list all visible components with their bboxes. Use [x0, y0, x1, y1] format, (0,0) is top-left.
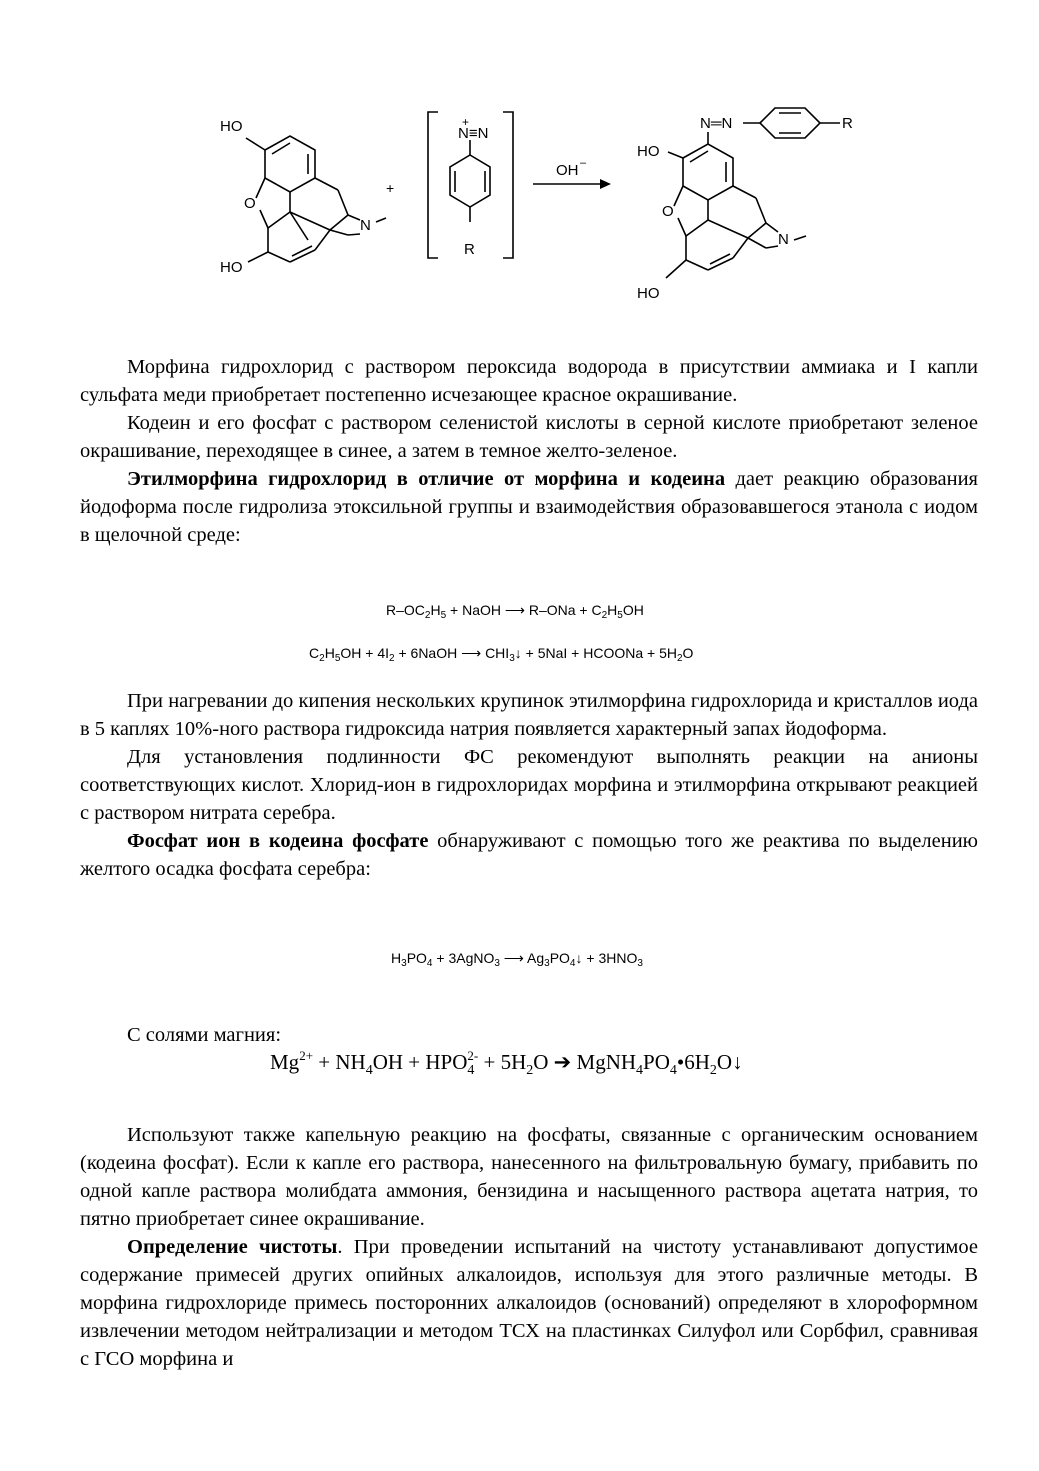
plus-sign: + — [386, 180, 395, 196]
product-n-atom-label: N — [778, 231, 789, 248]
paragraph-morphine-test: Морфина гидрохлорид с раствором пероксида водорода в присутствии аммиака и I капли сульфата меди приобретает постепенно исчезающее красное окрашивание. — [80, 356, 978, 406]
paragraph-magnesium: С солями магния: — [127, 1024, 282, 1046]
phosphate-heading: Фосфат ион в кодеина фосфате — [127, 830, 429, 852]
product-ho-bottom-label: HO — [637, 285, 660, 302]
arrow-label: OH — [556, 162, 579, 179]
text-block-4 — [80, 1121, 978, 1373]
text-block-2 — [80, 687, 978, 883]
reaction-scheme — [200, 100, 900, 310]
paragraph-drop-reaction: Используют также капельную реакцию на фосфаты, связанные с органическим основанием (кодеина фосфат). Если к капле его раствора, нанесенного на фильтровальную бумагу, прибавить по одной капле раствора молибдата аммония, бензидина и насыщенного раствора ацетата натрия, то пятно приобретает синее окрашивание. — [80, 1124, 978, 1230]
equation-silver-phosphate: $H_3PO_4$ + 3AgNO$_3$ ⟶ $Ag_3PO_4↓ + 3HNO_3$ — [391, 950, 643, 969]
paragraph-ethylmorphine — [80, 465, 978, 549]
azo-group-label: N═N — [700, 115, 733, 132]
ho-top-label: HO — [220, 118, 243, 135]
ethylmorphine-heading: Этилморфина гидрохлорид в отличие от морфина и кодеина — [127, 468, 726, 490]
product-r-label: R — [842, 115, 853, 132]
text-block-3 — [80, 1021, 978, 1049]
purity-text: . При проведении испытаний на чистоту устанавливают допустимое содержание примесей других опийных алкалоидов, используя для этого различные методы. В морфина гидрохлориде примесь посторонних алкалоидов (оснований) определяют в хлороформном извлечении методом нейтрализации и методом ТСХ на пластинках Силуфол или Сорбфил, сравнивая с ГСО морфина и — [80, 1236, 978, 1370]
purity-heading: Определение чистоты — [127, 1236, 338, 1258]
paragraph-phosphate — [80, 827, 978, 883]
azo-coupling-scheme — [200, 100, 900, 310]
n-plus-charge: + — [462, 115, 470, 129]
phosphate-text: обнаруживают с помощью того же реактива по выделению желтого осадка фосфата серебра: — [80, 830, 978, 880]
equation-iodoform: $C_2H_5OH + 4I_2$ + 6NaOH ⟶ $CHI_3↓ + 5NaI$ + HCOONa + $5H_2O$ — [309, 645, 694, 664]
paragraph-codeine-test: Кодеин и его фосфат с раствором селенистой кислоты в серной кислоте приобретают зеленое окрашивание, переходящее в синее, а затем в темное желто-зеленое. — [80, 412, 978, 462]
arrow-label-charge: – — [580, 157, 587, 169]
product-structure — [666, 108, 840, 278]
equation-magnesium: $Mg^{2+} + NH_4OH + HPO_4^{2-} + 5H_2O$ ➔ $MgNH_4PO_4•6H_2O↓$ — [270, 1048, 743, 1078]
equation-hydrolysis: $R-OC_2H_5$ + NaOH ⟶ $R-ONa + C_2H_5OH$ — [386, 602, 644, 621]
paragraph-iodoform-test: При нагревании до кипения нескольких крупинок этилморфина гидрохлорида и кристаллов иода в 5 каплях 10%-ного раствора гидроксида натрия появляется характерный запах йодоформа. — [80, 690, 978, 740]
diazonium-r-label: R — [464, 241, 475, 258]
ho-bottom-label: HO — [220, 259, 243, 276]
reaction-arrow — [533, 179, 611, 189]
paragraph-anion-tests: Для установления подлинности ФС рекомендуют выполнять реакции на анионы соответствующих кислот. Хлорид-ион в гидрохлоридах морфина и этилморфина открывают реакцией с раствором нитрата серебра. — [80, 746, 978, 824]
n-atom-label: N — [360, 217, 371, 234]
paragraph-purity — [80, 1233, 978, 1373]
morphine-structure — [246, 136, 386, 262]
o-ring-label: O — [244, 195, 256, 212]
diazonium-group-label: N≡N — [458, 125, 489, 142]
product-o-ring-label: O — [662, 203, 674, 220]
ethylmorphine-text: дает реакцию образования йодоформа после гидролиза этоксильной группы и взаимодействия образовавшегося этанола с иодом в щелочной среде: — [80, 468, 978, 546]
text-block-1 — [80, 353, 978, 549]
product-ho-top-label: HO — [637, 143, 660, 160]
